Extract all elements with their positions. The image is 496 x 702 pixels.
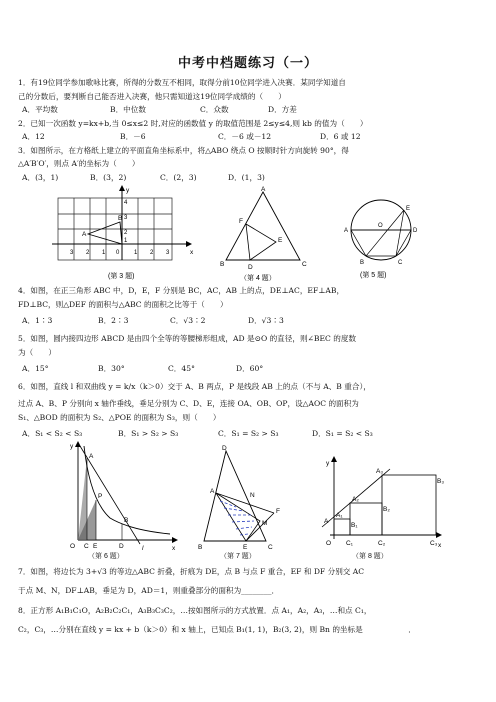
q1-text-line1: 1．有19位同学参加歌咏比赛，所得的分数互不相同，取得分前10位同学进入决赛．某同学知道自: [18, 78, 346, 87]
fig4-label-e: E: [278, 237, 283, 244]
q5-text-line1: 5．如图，圆内接四边形 ABCD 是由四个全等的等腰梯形组成，AD 是⊙O 的直径，则∠BEC 的度数: [18, 334, 357, 343]
q7-text-line1: 7．如图，将边长为 3+√3 的等边△ABC 折叠，折痕为 DE，点 B 与点 F 重合，EF 和 DF 分别交 AC: [18, 567, 365, 576]
q6-option-a: A．S₁ < S₂ < S₃: [22, 429, 83, 438]
fig4-label-f: F: [239, 218, 243, 225]
q8-text-line2: C₂，C₃，…分别在直线 y = kx + b（k＞0）和 x 轴上，已知点 B₁(1, 1)，B₂(3, 2)，则 Bn 的坐标是 ．: [18, 625, 416, 634]
q3-option-c: C．(2，3): [160, 173, 197, 182]
fig3-xtick-3r: 3: [166, 250, 170, 256]
fig8-caption: （第 8 题）: [352, 553, 388, 560]
figure-4-triangle: [218, 186, 318, 286]
fig3-xtick-2r: 2: [150, 250, 154, 256]
q2-option-b: B．－6: [120, 132, 146, 141]
fig6-y-label: y: [70, 443, 74, 450]
q5-option-c: C．45°: [168, 364, 195, 373]
fig3-origin: 0: [116, 250, 120, 256]
q3-option-b: B．(3，2): [90, 173, 127, 182]
fig3-point-b: B: [118, 215, 123, 222]
figure-3-grid: [48, 184, 198, 284]
fig3-y-label: y: [126, 187, 130, 194]
fig8-label-a3: A₃: [376, 468, 383, 475]
q8-text-line1: 8．正方形 A₁B₁C₁O，A₂B₂C₂C₁，A₃B₃C₃C₂，…按如图所示的方式放置．点 A₁，A₂，A₃，…和点 C₁，: [18, 606, 372, 615]
q1-option-b: B．中位数: [110, 105, 146, 114]
fig8-label-c2: C₂: [378, 540, 386, 547]
fig4-caption: （第 4 题）: [240, 275, 276, 282]
fig6-label-a: A: [89, 453, 94, 460]
fig7-label-b: B: [198, 544, 203, 551]
q2-option-d: D．6 或 12: [320, 132, 361, 141]
fig3-xtick-1r: 1: [134, 250, 138, 256]
q4-text-line1: 4．如图，在正三角形 ABC 中，D，E，F 分别是 BC，AC，AB 上的点，DE⊥AC，EF⊥AB，: [18, 286, 345, 295]
fig5-label-o: O: [378, 223, 383, 229]
fig3-ytick-3: 3: [124, 215, 128, 221]
fig7-label-f: F: [276, 508, 280, 515]
fig5-label-b: B: [360, 260, 365, 266]
fig5-label-c: C: [398, 260, 403, 266]
figure-8-squares: [320, 455, 450, 555]
fig8-label-a: A: [324, 518, 329, 525]
fig3-xtick-3l: 3: [70, 250, 74, 256]
fig7-label-a: A: [210, 488, 215, 495]
q3-option-d: D．(1，3): [228, 173, 265, 182]
fig8-label-b2: B₂: [383, 506, 390, 513]
figure-6-hyperbola: [60, 440, 180, 560]
fig8-label-b1: B₁: [351, 522, 358, 529]
fig6-label-e: E: [93, 543, 98, 550]
q3-text-line2: △A′B′O′，则点 A′的坐标为（ ）: [18, 159, 140, 168]
fig6-x-label: x: [172, 545, 176, 552]
fig5-label-d: D: [413, 228, 418, 234]
q6-option-b: B．S₁ > S₂ > S₃: [118, 429, 179, 438]
q5-option-a: A．15°: [22, 364, 49, 373]
q4-text-line2: FD⊥BC，则△DEF 的面积与△ABC 的面积之比等于（ ）: [18, 300, 228, 309]
q5-option-b: B．30°: [98, 364, 125, 373]
fig3-ytick-1: 1: [124, 238, 128, 244]
fig4-label-d: D: [248, 264, 253, 271]
q3-text-line1: 3．如图所示，在方格纸上建立的平面直角坐标系中，将△ABO 绕点 O 按顺时针方向旋转 90°，得: [18, 146, 349, 155]
q6-text-line1: 6．如图，直线 l 和双曲线 y = k/x（k＞0）交于 A、B 两点，P 是线段 AB 上的点（不与 A、B 重合），: [18, 382, 371, 391]
fig6-label-d: D: [119, 543, 124, 550]
page-title: 中考中档题练习（一）: [177, 56, 318, 71]
fig3-caption: (第 3 题): [108, 273, 135, 280]
fig7-label-d: D: [222, 445, 227, 452]
fig8-x-label: x: [438, 542, 442, 549]
fig5-label-e: E: [406, 206, 411, 212]
fig6-label-b: B: [124, 517, 129, 524]
fig6-label-c: C: [84, 543, 89, 550]
fig5-caption: (第 5 题): [360, 272, 387, 279]
q7-text-line2: 于点 M、N，DF⊥AB，垂足为 D，AD＝1，则重叠部分的面积为________．: [18, 586, 280, 595]
fig7-label-n: N: [250, 492, 255, 499]
fig7-label-e: E: [243, 544, 248, 551]
fig8-label-c1: C₁: [346, 540, 353, 547]
q6-text-line3: S₁、△BOD 的面积为 S₂、△POE 的面积为 S₃，则（ ）: [18, 413, 221, 422]
fig6-caption: （第 6 题）: [88, 553, 124, 560]
q3-option-a: A．(3，1): [22, 173, 59, 182]
q1-text-line2: 己的分数后，要判断自己能否进入决赛，他只需知道这19位同学成绩的（ ）: [18, 92, 286, 101]
fig6-label-p: P: [98, 493, 103, 500]
fig6-label-o: O: [70, 543, 76, 550]
q2-option-c: C．－6 或－12: [218, 132, 272, 141]
fig3-xtick-1l: 1: [102, 250, 106, 256]
fig8-label-b3: B₃: [437, 478, 444, 485]
q2-text: 2．已知一次函数 y=kx+b,当 0≤x≤2 时,对应的函数值 y 的取值范围是 2≤y≤4,则 kb 的值为（ ）: [18, 119, 368, 128]
fig3-ytick-4: 4: [124, 200, 128, 206]
fig8-label-o: O: [326, 540, 332, 547]
q1-option-c: C．众数: [200, 105, 229, 114]
fig4-label-b: B: [220, 261, 225, 268]
fig3-x-label: x: [190, 249, 194, 256]
q4-option-b: B．2∶3: [98, 316, 129, 325]
fig8-label-a2: A₂: [352, 496, 359, 503]
fig5-label-a: A: [344, 228, 349, 234]
fig6-label-l: l: [142, 545, 144, 552]
q5-option-d: D．60°: [236, 364, 264, 373]
figure-5-circle: [338, 190, 428, 280]
fig3-point-a: A: [82, 231, 87, 238]
fig7-label-m: M: [262, 520, 268, 527]
q6-text-line2: 过点 A、B、P 分别向 x 轴作垂线，垂足分别为 C、D、E，连接 OA、OB、OP，设△AOC 的面积为: [18, 399, 359, 408]
q5-text-line2: 为（ ）: [18, 348, 56, 357]
q4-option-c: C．√3∶2: [170, 316, 206, 325]
q6-option-d: D．S₁ = S₂ < S₃: [312, 429, 373, 438]
q1-option-d: D．方差: [268, 105, 297, 114]
fig4-label-c: C: [302, 261, 307, 268]
figure-7-fold: [196, 445, 306, 555]
q6-option-c: C．S₁ = S₂ > S₃: [218, 429, 279, 438]
q2-option-a: A．12: [22, 132, 45, 141]
fig7-caption: （第 7 题）: [220, 553, 256, 560]
q4-option-d: D．√3∶3: [248, 316, 284, 325]
fig3-xtick-2l: 2: [86, 250, 90, 256]
fig8-label-a1: A₁: [336, 512, 343, 519]
q4-option-a: A．1∶3: [22, 316, 53, 325]
fig7-label-c: C: [268, 544, 273, 551]
fig4-label-a: A: [261, 186, 266, 193]
fig8-label-c3: C₃: [430, 540, 438, 547]
q1-option-a: A．平均数: [22, 105, 58, 114]
fig8-y-label: y: [326, 460, 330, 467]
fig3-ytick-2: 2: [124, 230, 128, 236]
